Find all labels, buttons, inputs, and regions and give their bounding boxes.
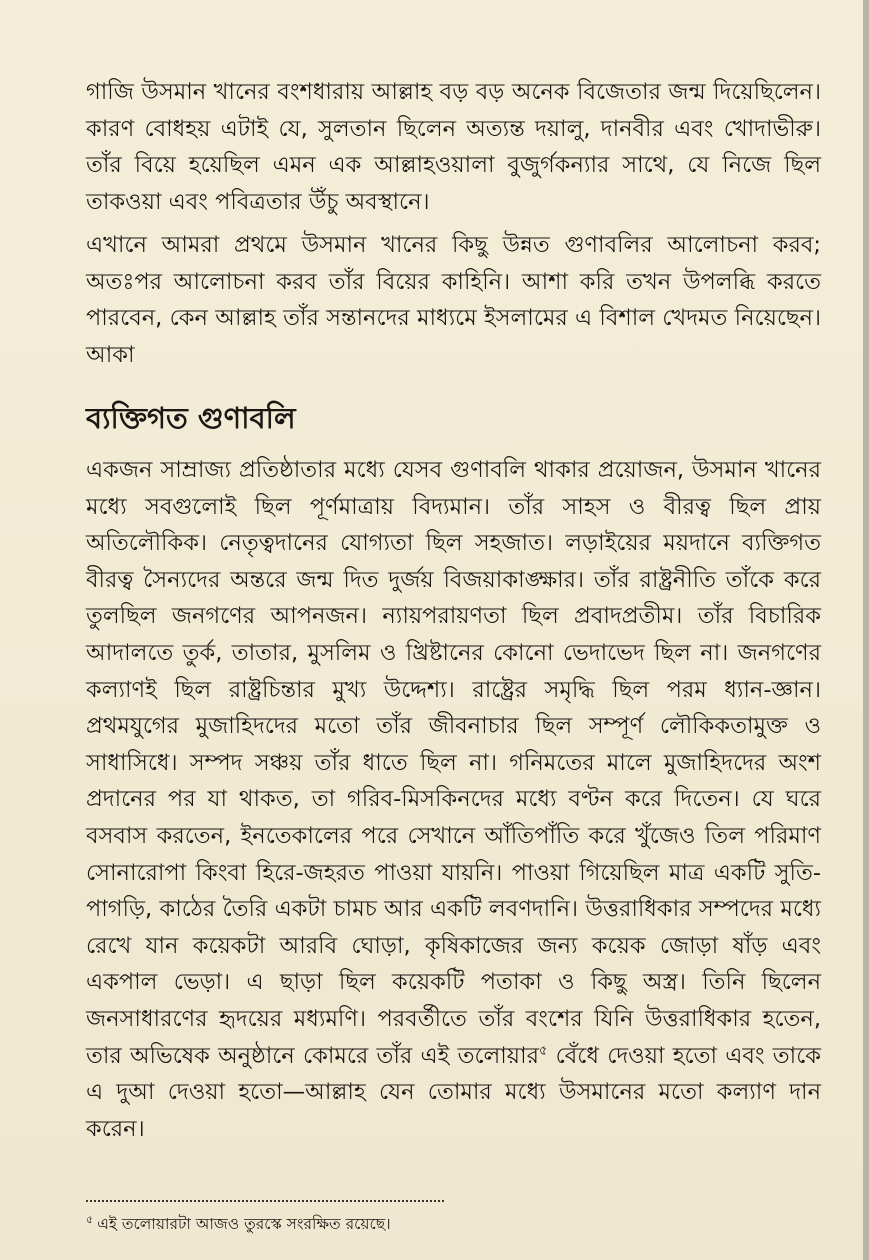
footnote-mark: ৫ [86, 1212, 94, 1226]
paragraph-qualities-text-end: বেঁধে দেওয়া হতো এবং তাকে এ দুআ দেওয়া হতো—আল্লাহ যেন তোমার মধ্যে উসমানের মতো কল্যাণ দান করেন। [86, 1042, 821, 1142]
section-heading: ব্যক্তিগত গুণাবলি [86, 401, 296, 435]
footnote-divider [86, 1200, 444, 1202]
paragraph-qualities-text: একজন সাম্রাজ্য প্রতিষ্ঠাতার মধ্যে যেসব গুণাবলি থাকার প্রয়োজন, উসমান খানের মধ্যে সবগুলোই ছিল পূর্ণমাত্রায় বিদ্যমান। তাঁর সাহস ও বীরত্ব ছিল প্রায় অতিলৌকিক। নেতৃত্বদানের যোগ্যতা ছিল সহজাত। লড়াইয়ের ময়দানে ব্যক্তিগত বীরত্ব সৈন্যদের অন্তরে জন্ম দিত দুর্জয় বিজয়াকাঙ্ক্ষার। তাঁর রাষ্ট্রনীতি তাঁকে করে তুলছিল জনগণের আপনজন। ন্যায়পরায়ণতা ছিল প্রবাদপ্রতীম। তাঁর বিচারিক আদালতে তুর্ক, তাতার, মুসলিম ও খ্রিষ্টানের কোনো ভেদাভেদ ছিল না। জনগণের কল্যাণই ছিল রাষ্ট্রচিন্তার মুখ্য উদ্দেশ্য। রাষ্ট্রের সমৃদ্ধি ছিল পরম ধ্যান-জ্ঞান। প্রথমযুগের মুজাহিদদের মতো তাঁর জীবনাচার ছিল সম্পূর্ণ লৌকিকতামুক্ত ও সাধাসিধে। সম্পদ সঞ্চয় তাঁর ধাতে ছিল না। গনিমতের মালে মুজাহিদদের অংশ প্রদানের পর যা থাকত, তা গরিব-মিসকিনদের মধ্যে বণ্টন করে দিতেন। যে ঘরে বসবাস করতেন, ইনতেকালের পরে সেখানে আঁতিপাঁতি করে খুঁজেও তিল পরিমাণ সোনারোপা কিংবা হিরে-জহরত পাওয়া যায়নি। পাওয়া গিয়েছিল মাত্র একটি সুতি-পাগড়ি, কাঠের তৈরি একটা চামচ আর একটি লবণদানি। উত্তরাধিকার সম্পদের মধ্যে রেখে যান কয়েকটা আরবি ঘোড়া, কৃষিকাজের জন্য কয়েক জোড়া ষাঁড় এবং একপাল ভেড়া। এ ছাড়া ছিল কয়েকটি পতাকা ও কিছু অস্ত্র। তিনি ছিলেন জনসাধারণের হৃদয়ের মধ্যমণি। পরবর্তীতে তাঁর বংশের যিনি উত্তরাধিকার হতেন, তার অভিষেক অনুষ্ঠানে কোমরে তাঁর এই তলোয়ার [86, 457, 821, 1069]
footnote-reference[interactable]: ৫ [538, 1043, 548, 1058]
footnote [86, 1212, 821, 1236]
paragraph-overview: এখানে আমরা প্রথমে উসমান খানের কিছু উন্নত গুণাবলির আলোচনা করব; অতঃপর আলোচনা করব তাঁর বিয়ের কাহিনি। আশা করি তখন উপলব্ধি করতে পারবেন, কেন আল্লাহ তাঁর সন্তানদের মাধ্যমে ইসলামের এ বিশাল খেদমত নিয়েছেন। আকা [86, 232, 821, 368]
paragraph-intro: গাজি উসমান খানের বংশধারায় আল্লাহ বড় বড় অনেক বিজেতার জন্ম দিয়েছিলেন। কারণ বোধহয় এটাই যে, সুলতান ছিলেন অত্যন্ত দয়ালু, দানবীর এবং খোদাভীরু। তাঁর বিয়ে হয়েছিল এমন এক আল্লাহওয়ালা বুজুর্গকন্যার সাথে, যে নিজে ছিল তাকওয়া এবং পবিত্রতার উঁচু অবস্থানে। [86, 79, 821, 215]
paragraph-qualities [86, 452, 821, 1147]
footnote-text: এই তলোয়ারটা আজও তুরস্কে সংরক্ষিত রয়েছে। [97, 1215, 391, 1233]
page-edge [863, 0, 869, 1260]
